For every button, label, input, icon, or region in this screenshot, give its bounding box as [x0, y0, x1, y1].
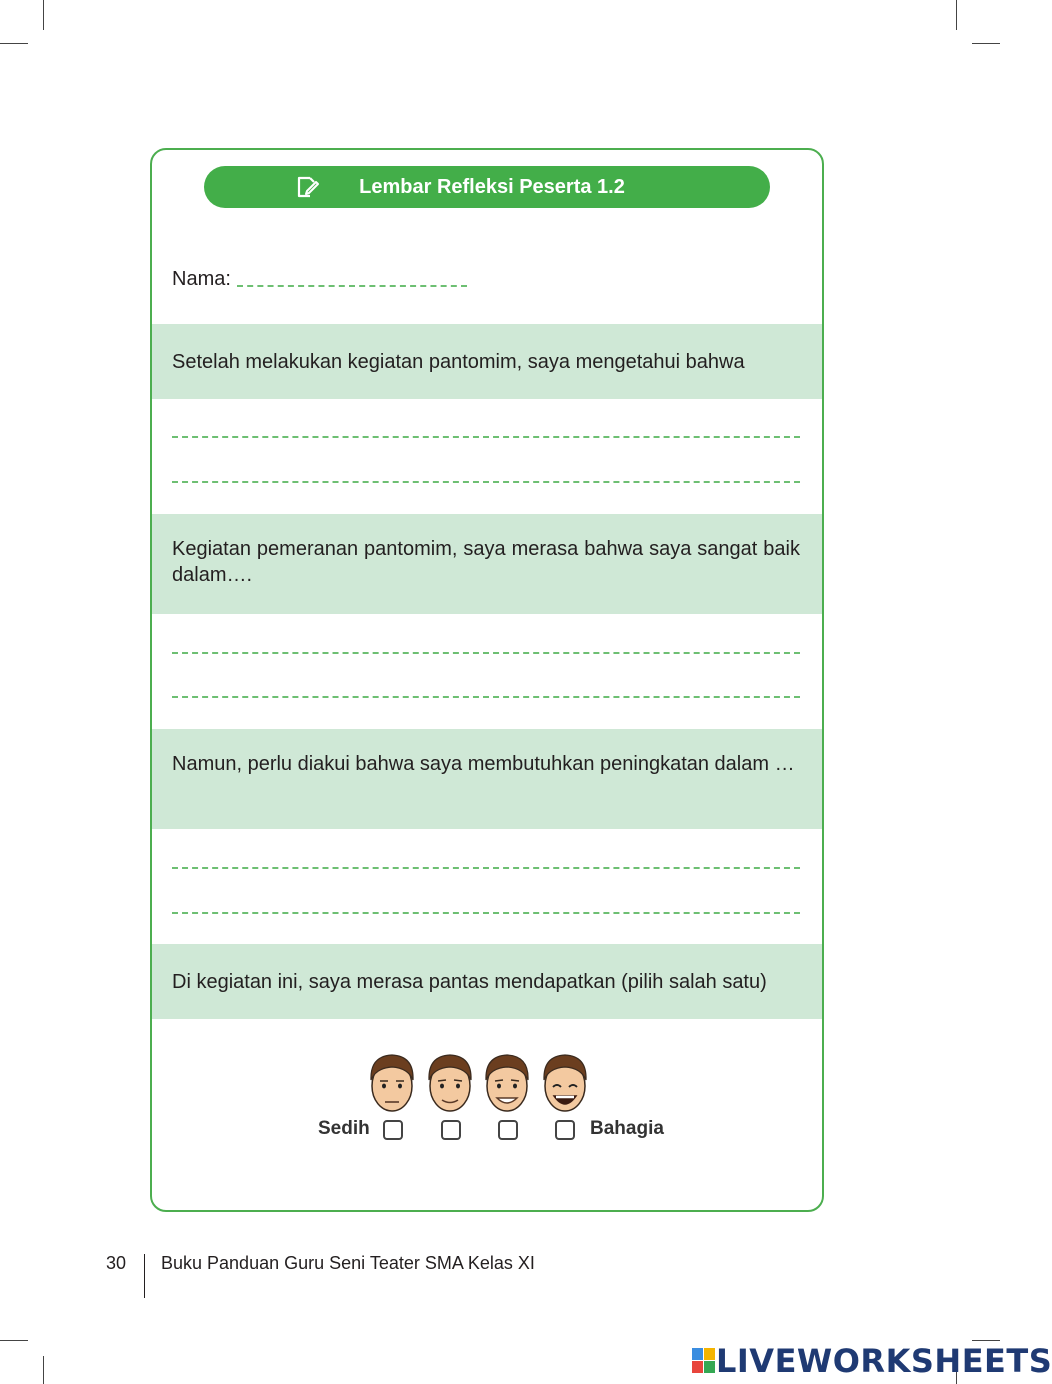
prompt-band — [152, 324, 822, 399]
mood-checkbox-4[interactable] — [555, 1120, 575, 1140]
liveworksheets-watermark — [692, 1342, 1052, 1380]
mood-checkbox-1[interactable] — [383, 1120, 403, 1140]
prompt-text: Setelah melakukan kegiatan pantomim, saya mengetahui bahwa — [172, 350, 745, 373]
answer-line[interactable] — [172, 652, 800, 654]
book-title: Buku Panduan Guru Seni Teater SMA Kelas XI — [161, 1253, 535, 1273]
prompt-text: Kegiatan pemeranan pantomim, saya merasa bahwa saya sangat baik dalam…. — [172, 538, 800, 586]
crop-mark — [0, 43, 28, 44]
watermark-text: LIVEWORKSHEETS — [716, 1342, 1052, 1380]
prompt-band — [152, 729, 822, 829]
sheet-title: Lembar Refleksi Peserta 1.2 — [359, 175, 625, 198]
answer-line[interactable] — [172, 696, 800, 698]
crop-mark — [972, 43, 1000, 44]
mood-checkbox-2[interactable] — [441, 1120, 461, 1140]
answer-line[interactable] — [172, 867, 800, 869]
prompt-band — [152, 514, 822, 614]
footer-divider — [144, 1254, 145, 1298]
grin-face-icon — [481, 1050, 533, 1116]
header-pill — [204, 166, 770, 208]
reflection-card — [150, 148, 824, 1212]
answer-line[interactable] — [172, 436, 800, 438]
page-number: 30 — [106, 1253, 127, 1273]
prompt-band — [152, 944, 822, 1019]
liveworksheets-logo-icon — [692, 1348, 716, 1374]
crop-mark — [0, 1340, 28, 1341]
crop-mark — [43, 1356, 44, 1384]
crop-mark — [972, 1340, 1000, 1341]
name-field[interactable] — [172, 268, 467, 291]
neutral-face-icon — [366, 1050, 418, 1116]
crop-mark — [956, 0, 957, 30]
scale-right-label: Bahagia — [590, 1118, 664, 1139]
laughing-face-icon — [539, 1050, 591, 1116]
slight-smile-face-icon — [424, 1050, 476, 1116]
prompt-text: Namun, perlu diakui bahwa saya membutuhkan peningkatan dalam … — [172, 753, 795, 775]
mood-checkbox-3[interactable] — [498, 1120, 518, 1140]
mood-scale — [152, 1048, 822, 1158]
name-input-line[interactable] — [237, 285, 467, 287]
prompt-text: Di kegiatan ini, saya merasa pantas mendapatkan (pilih salah satu) — [172, 970, 767, 993]
edit-note-icon — [296, 175, 322, 199]
answer-line[interactable] — [172, 481, 800, 483]
crop-mark — [43, 0, 44, 30]
name-label: Nama: — [172, 268, 231, 290]
scale-left-label: Sedih — [318, 1118, 370, 1139]
answer-line[interactable] — [172, 912, 800, 914]
